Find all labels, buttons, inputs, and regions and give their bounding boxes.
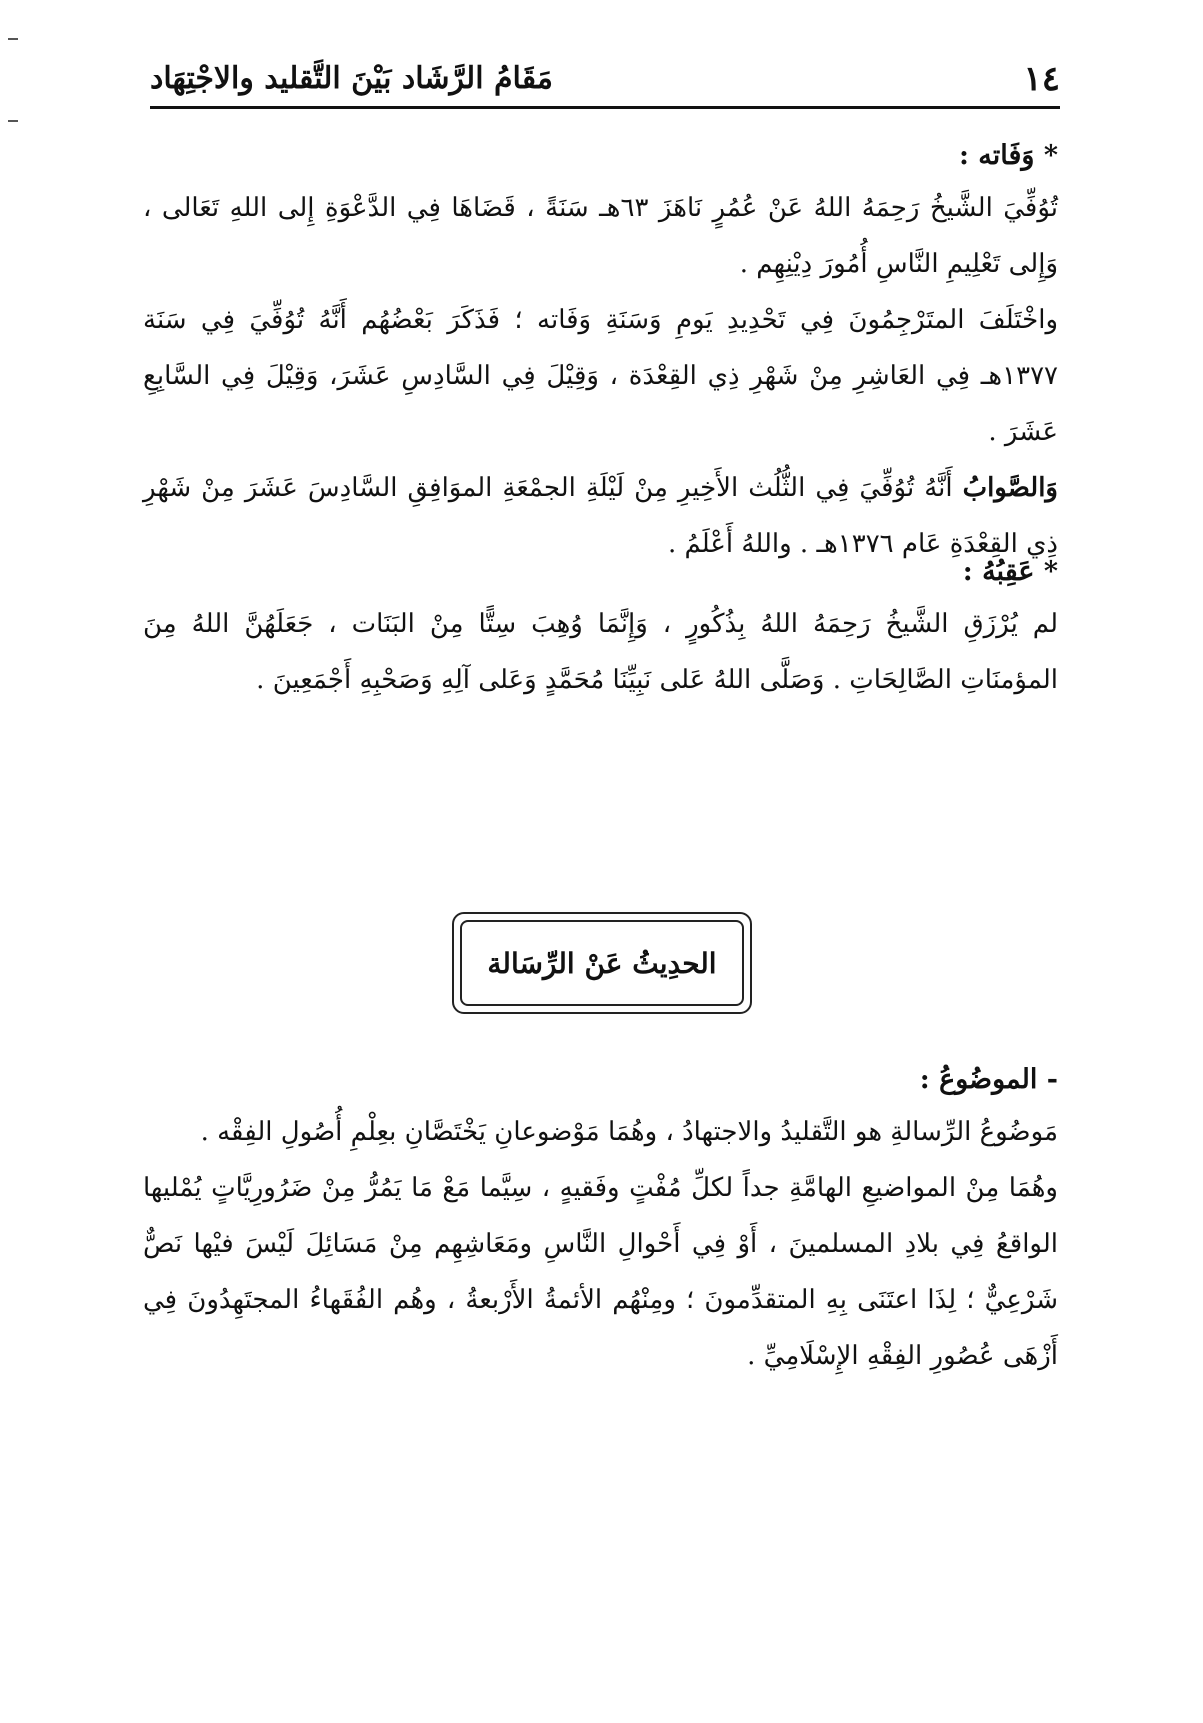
scan-mark: [8, 120, 18, 122]
running-title: مَقَامُ الرَّشَاد بَيْنَ التَّقليد والاجْتِهَاد: [150, 61, 553, 96]
death-paragraph-1: تُوُفِّيَ الشَّيخُ رَحِمَهُ اللهُ عَنْ عُمُرٍ نَاهَزَ ٦٣هـ سَنَةً ، قَضَاهَا فِي الدَّعْوَةِ إِلى اللهِ تَعَالى ، وَإِلى تَعْلِيمِ النَّاسِ أُمُورَ دِيْنِهِم .: [143, 193, 1058, 279]
topic-heading: - الموضُوعُ :: [919, 1064, 1058, 1095]
section-title-box: [452, 912, 752, 1014]
page-number: ١٤: [1023, 59, 1060, 99]
page-header: [150, 56, 1060, 108]
topic-section: [143, 1056, 1058, 1384]
header-divider: [150, 106, 1060, 109]
death-paragraph-2: واخْتَلَفَ المتَرْجِمُونَ فِي تَحْدِيدِ يَومِ وَسَنَةِ وَفَاته ؛ فَذَكَرَ بَعْضُهُم أَنَّهُ تُوُفِّيَ فِي سَنَة ١٣٧٧هـ فِي العَاشِرِ مِنْ شَهْرِ ذِي القِعْدَة ، وَقِيْلَ فِي السَّادِسِ عَشَرَ، وَقِيْلَ فِي السَّابِعِ عَشَرَ .: [143, 305, 1058, 447]
topic-paragraph-1: مَوضُوعُ الرِّسالةِ هو التَّقليدُ والاجتهادُ ، وهُمَا مَوْضوعانِ يَخْتَصَّانِ بعِلْمِ أُصُولِ الفِقْه .: [200, 1117, 1058, 1147]
death-section: [143, 132, 1058, 572]
offspring-paragraph: لم يُرْزَقِ الشَّيخُ رَحِمَهُ اللهُ بِذُكُورٍ ، وَإِنَّمَا وُهِبَ سِتًّا مِنْ البَنَات ، جَعَلَهُنَّ اللهُ مِنَ المؤمنَاتِ الصَّالِحَاتِ . وَصَلَّى اللهُ عَلى نَبِيِّنَا مُحَمَّدٍ وَعَلى آلِهِ وَصَحْبِهِ أَجْمَعِينَ .: [143, 609, 1058, 695]
scan-mark: [8, 38, 18, 40]
correct-rest: أَنَّهُ تُوُفِّيَ فِي الثُّلُث الأَخِيرِ مِنْ لَيْلَةِ الجمْعَةِ الموَافِقِ السَّادِسَ عَشَرَ مِنْ شَهْرِ ذِي القِعْدَةِ عَام ١٣٧٦هـ . واللهُ أَعْلَمُ .: [143, 473, 1058, 559]
offspring-section: [143, 548, 1058, 708]
offspring-heading: * عَقِبُهُ :: [962, 556, 1058, 587]
death-heading: * وَفَاته :: [958, 140, 1058, 171]
section-title: الحدِيثُ عَنْ الرِّسَالة: [460, 920, 744, 1006]
correct-lead: وَالصَّوابُ: [962, 473, 1058, 503]
topic-paragraph-2: وهُمَا مِنْ المواضيعِ الهامَّةِ جداً لكلِّ مُفْتٍ وفَقيهٍ ، سِيَّما مَعْ مَا يَمُرُّ مِنْ ضَرُورِيَّاتٍ يُمْليها الواقعُ فِي بلادِ المسلمينَ ، أَوْ فِي أَحْوالِ النَّاسِ ومَعَاشِهِم مِنْ مَسَائِلَ لَيْسَ فيْها نَصٌّ شَرْعِيٌّ ؛ لِذَا اعتَنَى بِهِ المتقدِّمونَ ؛ ومِنْهُم الأئمةُ الأَرْبعةُ ، وهُم الفُقَهاءُ المجتَهِدُونَ فِي أَزْهَى عُصُورِ الفِقْهِ الإِسْلَامِيِّ .: [143, 1173, 1058, 1371]
